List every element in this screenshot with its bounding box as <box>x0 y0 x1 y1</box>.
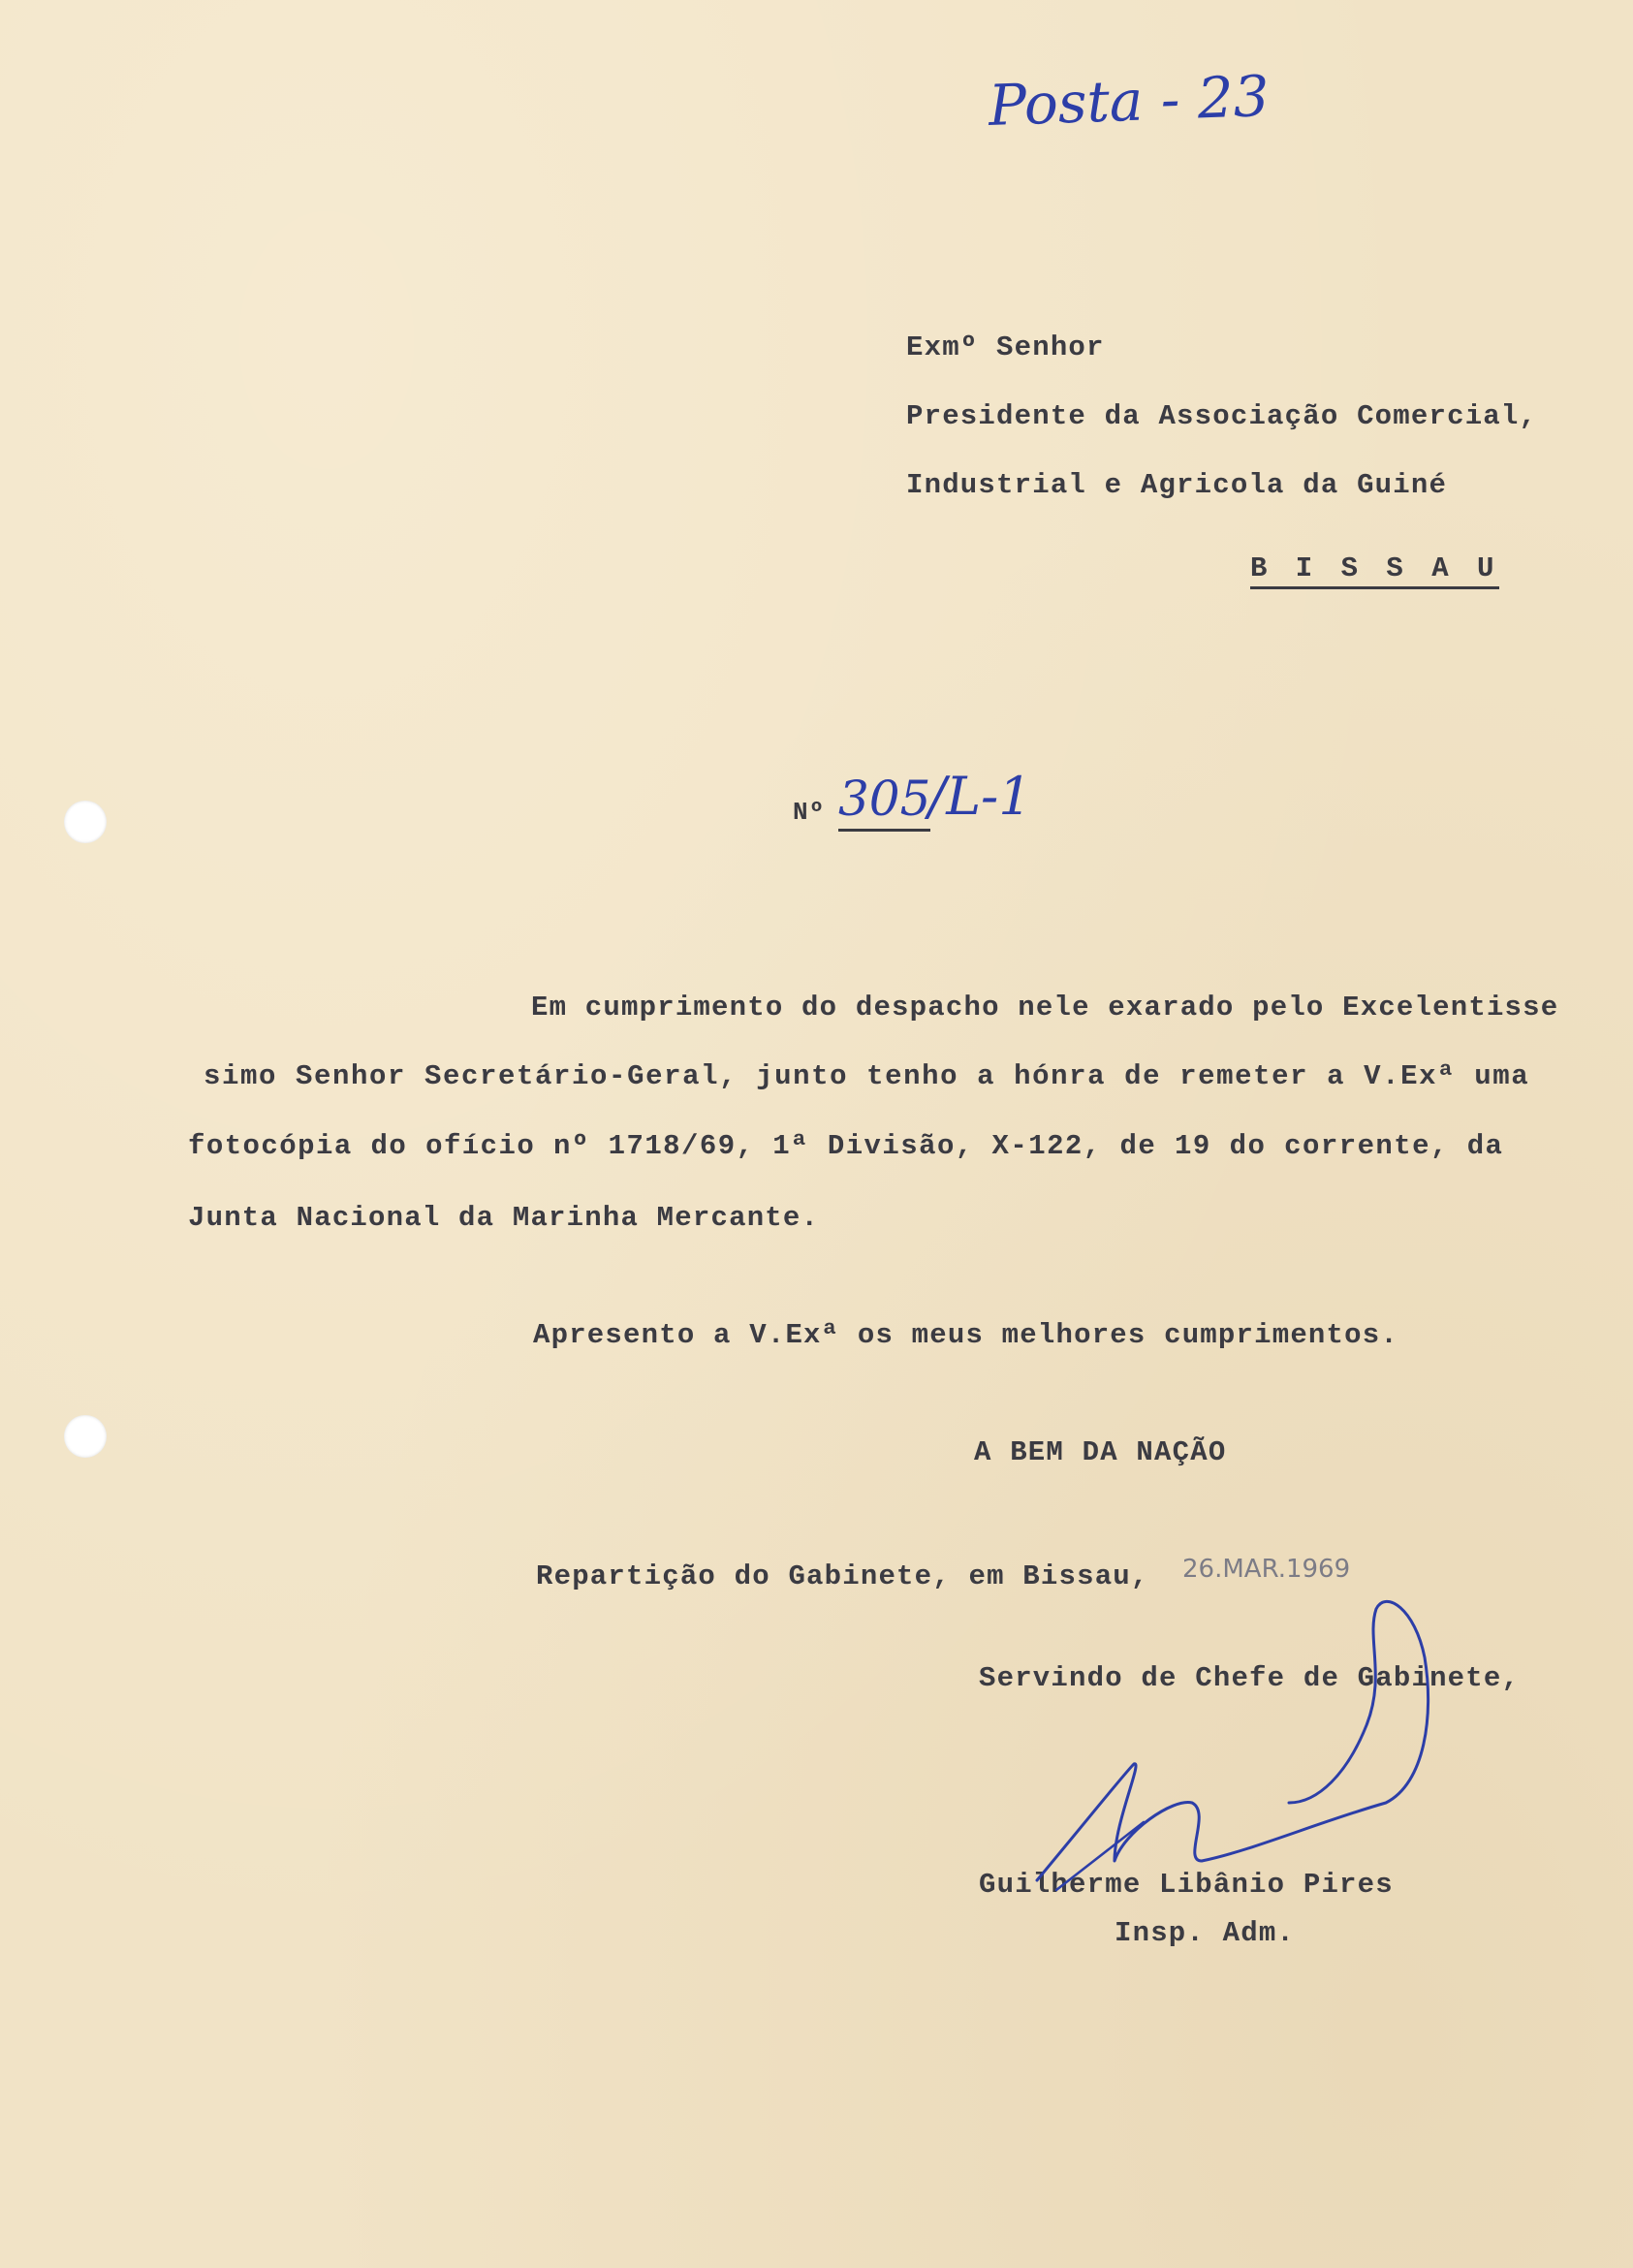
closing-role: Servindo de Chefe de Gabinete, <box>979 1662 1521 1694</box>
body-closing-line: Apresento a V.Exª os meus melhores cumprimentos. <box>533 1319 1398 1351</box>
signatory-name: Guilherme Libânio Pires <box>979 1869 1394 1901</box>
handwritten-signature <box>998 1570 1502 1919</box>
recipient-line-1: Presidente da Associação Comercial, <box>906 400 1538 432</box>
recipient-city: B I S S A U <box>1250 552 1499 589</box>
punch-hole-bottom <box>64 1415 107 1458</box>
body-line-2: simo Senhor Secretário-Geral, junto tenho a hónra de remeter a V.Exª uma <box>204 1060 1530 1092</box>
closing-place: Repartição do Gabinete, em Bissau, <box>536 1560 1149 1592</box>
reference-number: 305 <box>838 771 930 832</box>
date-stamp: 26.MAR.1969 <box>1182 1555 1351 1584</box>
recipient-line-2: Industrial e Agricola da Guiné <box>906 469 1448 501</box>
body-line-4: Junta Nacional da Marinha Mercante. <box>188 1202 820 1234</box>
reference-suffix: /L-1 <box>928 766 1032 827</box>
closing-motto: A BEM DA NAÇÃO <box>974 1436 1227 1468</box>
signatory-title: Insp. Adm. <box>1115 1917 1296 1949</box>
reference-prefix: Nº <box>793 798 826 827</box>
punch-hole-top <box>64 801 107 843</box>
body-line-3: fotocópia do ofício nº 1718/69, 1ª Divisão, X-122, de 19 do corrente, da <box>188 1130 1504 1162</box>
body-line-1: Em cumprimento do despacho nele exarado pelo Excelentisse <box>531 992 1559 1024</box>
handwritten-annotation: Posta - 23 <box>987 62 1271 140</box>
recipient-salutation: Exmº Senhor <box>906 331 1105 363</box>
